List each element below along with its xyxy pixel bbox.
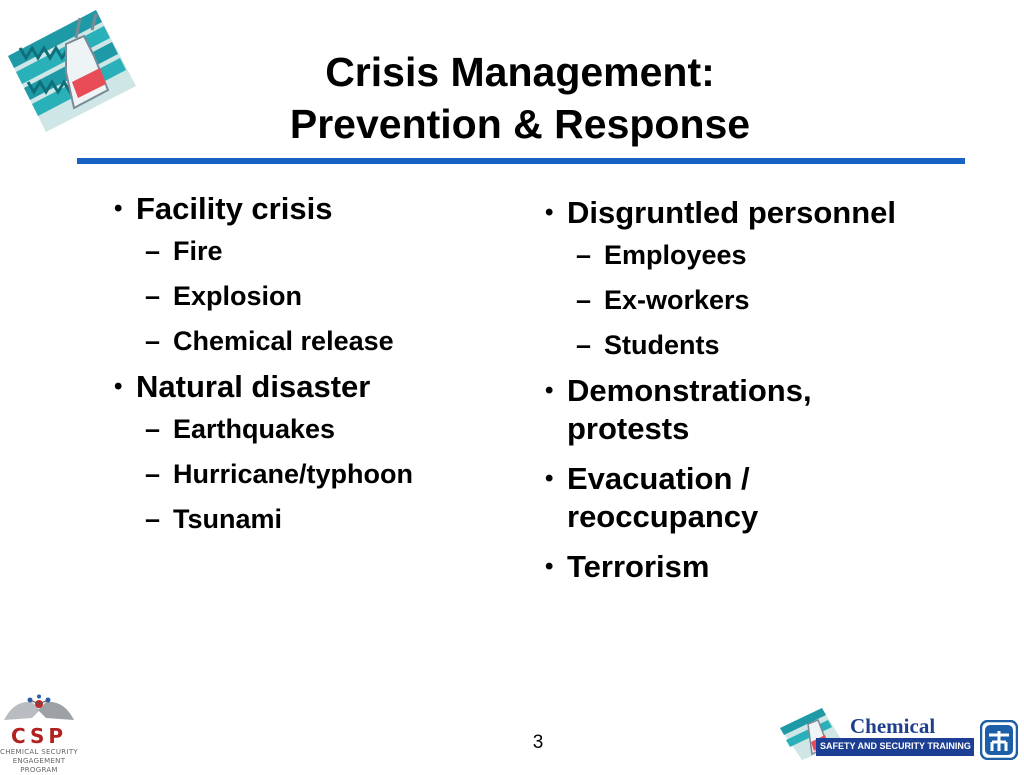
sub-bullet-item: – Explosion xyxy=(145,280,494,312)
bullet-item: • Evacuation / reoccupancy xyxy=(545,460,847,536)
bullet-item: • Natural disaster xyxy=(114,368,494,406)
sub-bullet-item: – Ex-workers xyxy=(576,284,945,316)
bullet-item: • Facility crisis xyxy=(114,190,494,228)
bullet-item: • Disgruntled personnel xyxy=(545,194,945,232)
right-bullet-column xyxy=(545,194,945,586)
bullet-item: • Demonstrations, protests xyxy=(545,372,867,448)
chemical-training-banner xyxy=(778,706,974,762)
banner-bar xyxy=(816,738,974,756)
handshake-molecule-icon xyxy=(0,694,78,728)
csp-subtitle-1: CHEMICAL SECURITY xyxy=(0,748,78,756)
sub-bullet-item: – Fire xyxy=(145,235,494,267)
sub-bullet-item: – Tsunami xyxy=(145,503,494,535)
sub-bullet-item: – Earthquakes xyxy=(145,413,494,445)
title-divider xyxy=(77,158,965,164)
sub-bullet-item: – Chemical release xyxy=(145,325,494,357)
title-line-1: Crisis Management: xyxy=(325,49,715,95)
sub-bullet-item: – Employees xyxy=(576,239,945,271)
slide-title xyxy=(80,46,960,150)
title-line-2: Prevention & Response xyxy=(289,101,751,147)
sub-bullet-item: – Students xyxy=(576,329,945,361)
left-bullet-column xyxy=(114,190,494,535)
banner-title: Chemical xyxy=(850,714,936,738)
csp-logo xyxy=(0,694,78,774)
csp-letters: CSP xyxy=(10,724,68,748)
banner-subtitle: SAFETY AND SECURITY TRAINING xyxy=(820,741,971,751)
csp-subtitle-2: ENGAGEMENT PROGRAM xyxy=(12,757,66,774)
sub-bullet-item: – Hurricane/typhoon xyxy=(145,458,494,490)
bullet-item: • Terrorism xyxy=(545,548,945,586)
thunderbird-logo-icon xyxy=(980,720,1018,760)
page-number: 3 xyxy=(532,732,544,753)
